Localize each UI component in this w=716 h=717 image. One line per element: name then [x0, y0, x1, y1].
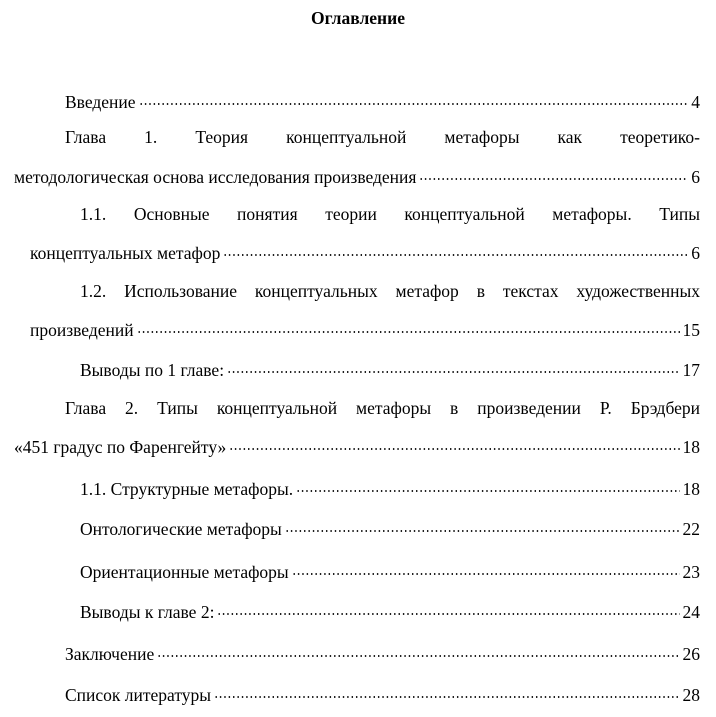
toc-entry-conclusions-1[interactable]: [80, 354, 700, 380]
dot-leader: [139, 86, 689, 108]
toc-entry-structural[interactable]: [80, 473, 700, 499]
toc-entry-1-1-line1[interactable]: 1.1. Основные понятия теории концептуальной метафоры. Типы: [80, 204, 700, 224]
page-number: 6: [691, 167, 700, 187]
dot-leader: [157, 638, 679, 660]
entry-text: произведений: [30, 320, 134, 340]
entry-text: 1.1. Структурные метафоры.: [80, 479, 294, 499]
dot-leader: [137, 314, 680, 336]
page-number: 23: [682, 562, 700, 582]
page-number: 24: [682, 602, 700, 622]
page-number: 17: [682, 360, 700, 380]
dot-leader: [223, 237, 688, 259]
toc-entry-chapter1[interactable]: [14, 161, 700, 187]
toc-entry-1-1[interactable]: [30, 237, 700, 263]
entry-text: Введение: [65, 92, 136, 112]
toc-entry-orientational[interactable]: [80, 556, 700, 582]
toc-entry-1-2-line1[interactable]: 1.2. Использование концептуальных метафор в текстах художественных: [80, 281, 700, 301]
entry-text: «451 градус по Фаренгейту»: [14, 437, 227, 457]
toc-entry-conclusion[interactable]: [65, 638, 700, 664]
toc-entry-bibliography[interactable]: [65, 679, 700, 705]
toc-entry-1-2[interactable]: [30, 314, 700, 340]
dot-leader: [292, 556, 680, 578]
dot-leader: [227, 354, 679, 376]
toc-entry-chapter1-line1[interactable]: Глава 1. Теория концептуальной метафоры как теоретико-: [65, 127, 700, 147]
page-number: 4: [691, 92, 700, 112]
page-number: 28: [682, 685, 700, 705]
toc-entry-introduction[interactable]: [65, 86, 700, 112]
dot-leader: [419, 161, 688, 183]
toc-entry-conclusions-2[interactable]: [80, 596, 700, 622]
toc-title: Оглавление: [311, 8, 405, 28]
page-number: 26: [682, 644, 700, 664]
dot-leader: [214, 679, 679, 701]
dot-leader: [296, 473, 679, 495]
page-number: 18: [682, 437, 700, 457]
page-number: 15: [682, 320, 700, 340]
entry-text: методологическая основа исследования произведения: [14, 167, 417, 187]
dot-leader: [229, 431, 679, 453]
toc-entry-chapter2-line1[interactable]: Глава 2. Типы концептуальной метафоры в произведении Р. Брэдбери: [65, 398, 700, 418]
entry-text: Онтологические метафоры: [80, 519, 282, 539]
entry-text: Ориентационные метафоры: [80, 562, 289, 582]
dot-leader: [217, 596, 679, 618]
entry-text: Список литературы: [65, 685, 212, 705]
entry-text: Выводы к главе 2:: [80, 602, 215, 622]
page-number: 22: [682, 519, 700, 539]
toc-entry-ontological[interactable]: [80, 513, 700, 539]
entry-text: Заключение: [65, 644, 155, 664]
entry-text: концептуальных метафор: [30, 243, 221, 263]
page-number: 18: [682, 479, 700, 499]
toc-entry-chapter2[interactable]: [14, 431, 700, 457]
entry-text: Выводы по 1 главе:: [80, 360, 225, 380]
dot-leader: [285, 513, 680, 535]
page-number: 6: [691, 243, 700, 263]
